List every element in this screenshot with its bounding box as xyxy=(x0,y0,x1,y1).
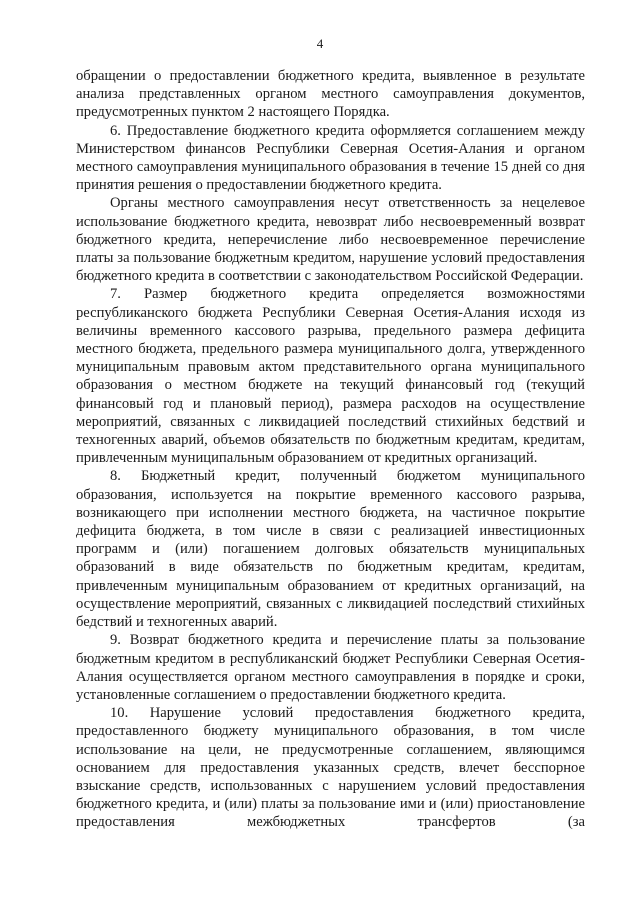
paragraph-continuation: обращении о предоставлении бюджетного кредита, выявленное в результате анализа представленных органом местного самоуправления документов, предусмотренных пунктом 2 настоящего Порядка. xyxy=(76,68,585,121)
paragraph-item-8: 8. Бюджетный кредит, полученный бюджетом муниципального образования, используется на покрытие временного кассового разрыва, возникающего при исполнении местного бюджета, на частичное покрытие дефицита бюджета, в том числе в связи с реализацией инвестиционных программ и (или) погашением долговых обязательств муниципальных образований в виде обязательств по бюджетным кредитам, кредитам, привлеченным муниципальным образованием от кредитных организаций, на осуществление мероприятий, связанных с ликвидацией последствий стихийных бедствий и техногенных аварий. xyxy=(76,468,585,631)
paragraph-responsibility: Органы местного самоуправления несут ответственность за нецелевое использование бюджетного кредита, невозврат либо несвоевременный возврат бюджетного кредита, неперечисление либо несвоевременное перечисление платы за пользование бюджетным кредитом, нарушение условий предоставления бюджетного кредита в соответствии с законодательством Российской Федерации. xyxy=(76,195,585,285)
paragraph-item-10: 10. Нарушение условий предоставления бюджетного кредита, предоставленного бюджету муниципального образования, в том числе использование на цели, не предусмотренные соглашением, являющимся основанием для предоставления указанных средств, влечет бесспорное взыскание средств, использованных с нарушением условий предоставления бюджетного кредита, и (или) платы за пользование ими и (или) приостановление предоставления межбюджетных трансфертов (за xyxy=(76,705,585,831)
paragraph-item-7: 7. Размер бюджетного кредита определяется возможностями республиканского бюджета Республики Северная Осетия-Алания исходя из величины временного кассового разрыва, предельного размера дефицита местного бюджета, предельного размера муниципального долга, утвержденного муниципальным правовым актом представительного органа муниципального образования о местном бюджете на текущий финансовый год (текущий финансовый год и плановый период), размера расходов на осуществление мероприятий, связанных с ликвидацией последствий стихийных бедствий и техногенных аварий, объемов обязательств по бюджетным кредитам, кредитам, привлеченным муниципальным образованием от кредитных организаций. xyxy=(76,286,585,467)
paragraph-item-9: 9. Возврат бюджетного кредита и перечисление платы за пользование бюджетным кредитом в республиканский бюджет Республики Северная Осетия-Алания осуществляется органом местного самоуправления в порядке и сроки, установленные соглашением о предоставлении бюджетного кредита. xyxy=(76,632,585,703)
document-body xyxy=(76,67,585,832)
page-number: 4 xyxy=(316,36,324,51)
paragraph-item-6: 6. Предоставление бюджетного кредита оформляется соглашением между Министерством финансов Республики Северная Осетия-Алания и органом местного самоуправления муниципального образования в течение 15 дней со дня принятия решения о предоставлении бюджетного кредита. xyxy=(76,122,585,194)
